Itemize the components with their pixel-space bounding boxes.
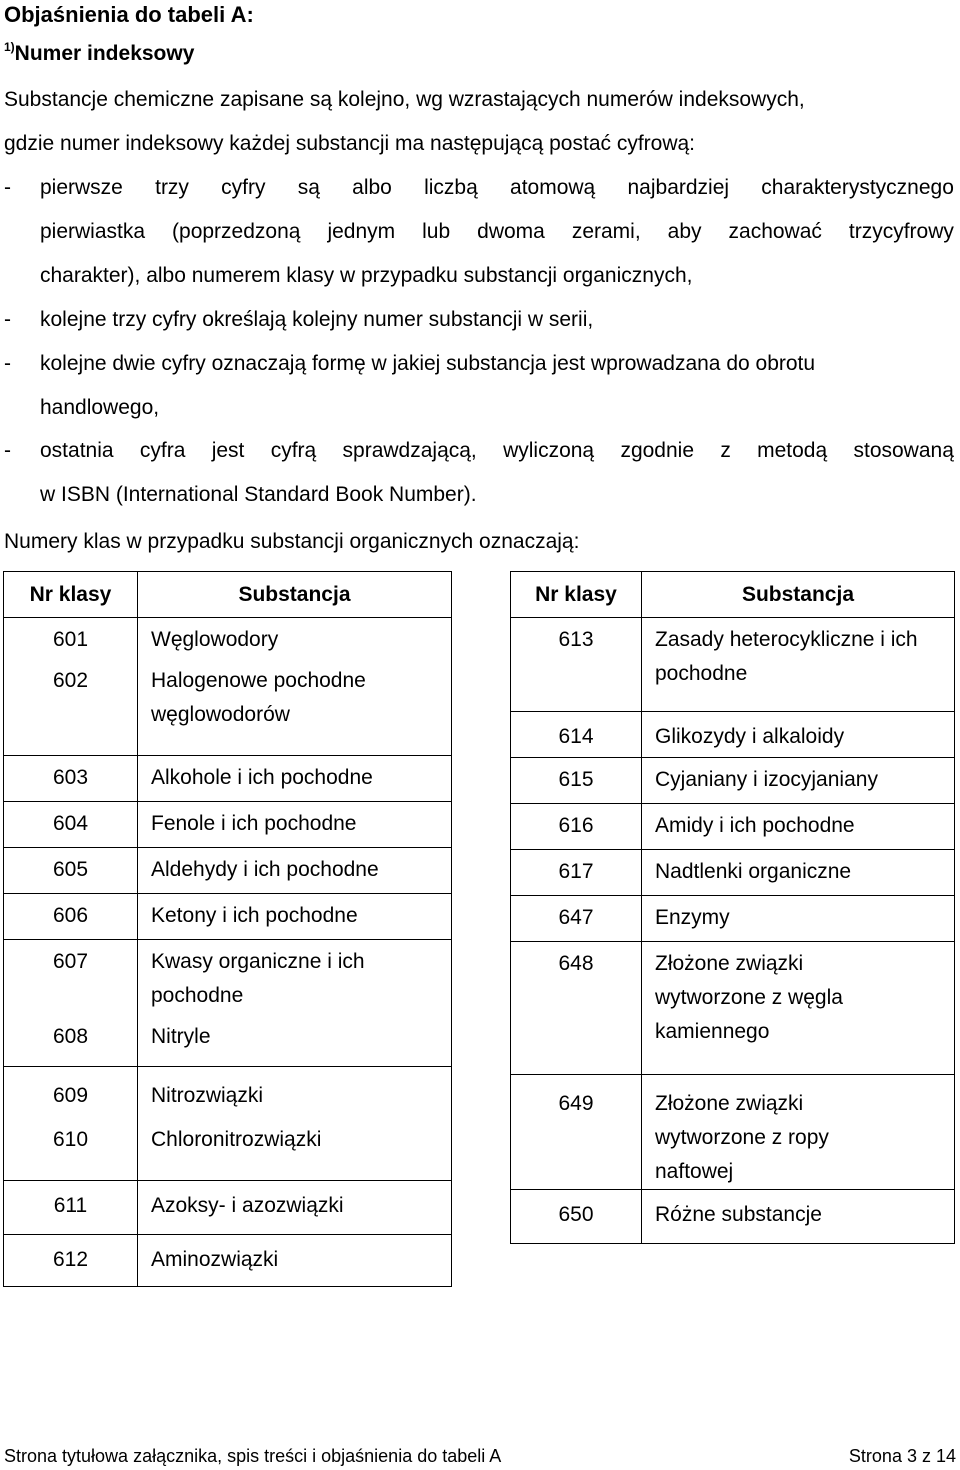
table-row (4, 618, 452, 664)
intro-line-1: Substancje chemiczne zapisane są kolejno, wg wzrastających numerów indeksowych, (4, 88, 805, 111)
left-class-table (3, 571, 452, 1287)
class-name: Fenole i ich pochodne (138, 802, 452, 848)
class-name: Cyjaniany i izocyjaniany (642, 758, 955, 804)
footnote-title-text: Numer indeksowy (14, 42, 195, 65)
class-name: Nitryle (138, 1020, 452, 1067)
word: metodą (757, 439, 828, 462)
word: charakterystycznego (761, 176, 954, 199)
bullet-3-line-1: kolejne dwie cyfry oznaczają formę w jakiej substancja jest wprowadzana do obrotu (40, 352, 816, 375)
word: cyfra (139, 439, 186, 462)
table-row (4, 1235, 452, 1287)
classes-intro: Numery klas w przypadku substancji organicznych oznaczają: (4, 530, 580, 553)
header-substancja: Substancja (642, 572, 955, 618)
class-number: 613 (511, 618, 642, 712)
footnote-marker: 1) (4, 40, 15, 54)
bullet-dash-4: - (4, 439, 11, 462)
table-row (511, 942, 955, 1075)
class-name: Glikozydy i alkaloidy (642, 712, 955, 758)
word: sprawdzającą, (342, 439, 477, 462)
class-number: 610 (4, 1123, 138, 1181)
table-row (4, 1067, 452, 1123)
class-number: 606 (4, 894, 138, 940)
class-name (138, 940, 452, 1020)
bullet-1-line-2 (40, 221, 954, 243)
table-header-row (511, 572, 955, 618)
bullet-dash-1: - (4, 176, 11, 199)
word: aby (667, 220, 702, 243)
class-name: Aldehydy i ich pochodne (138, 848, 452, 894)
class-name: Nadtlenki organiczne (642, 850, 955, 896)
table-row (511, 850, 955, 896)
class-name: Aminozwiązki (138, 1235, 452, 1287)
footer-document-title: Strona tytułowa załącznika, spis treści i objaśnienia do tabeli A (4, 1446, 502, 1466)
word: jest (211, 439, 245, 462)
class-name-text: Złożone związki wytworzone z ropy naftowej (655, 1092, 829, 1183)
table-row (4, 848, 452, 894)
class-name (642, 618, 955, 712)
word: (poprzedzoną (172, 220, 301, 243)
class-name-text: Kwasy organiczne i ich pochodne (151, 950, 365, 1007)
class-name: Alkohole i ich pochodne (138, 756, 452, 802)
word: trzycyfrowy (848, 220, 954, 243)
table-row (511, 804, 955, 850)
class-name: Amidy i ich pochodne (642, 804, 955, 850)
word: cyfrą (270, 439, 317, 462)
word: cyfry (221, 176, 266, 199)
table-header-row (4, 572, 452, 618)
word: trzy (155, 176, 189, 199)
class-name: Węglowodory (138, 618, 452, 664)
class-name (138, 664, 452, 756)
table-row (511, 1075, 955, 1190)
class-number: 602 (4, 664, 138, 756)
page-heading: Objaśnienia do tabeli A: (4, 2, 254, 27)
class-number: 604 (4, 802, 138, 848)
word: pierwsze (40, 176, 123, 199)
word: wyliczoną (503, 439, 595, 462)
bullet-3-line-2: handlowego, (40, 396, 160, 419)
table-row (4, 756, 452, 802)
word: są (297, 176, 320, 199)
word: najbardziej (627, 176, 730, 199)
class-name (642, 942, 955, 1075)
right-class-table (510, 571, 955, 1244)
table-row (4, 940, 452, 1020)
word: lub (422, 220, 451, 243)
header-nr-klasy: Nr klasy (511, 572, 642, 618)
table-row (4, 894, 452, 940)
class-number: 616 (511, 804, 642, 850)
table-row (4, 1181, 452, 1235)
word: dwoma (477, 220, 545, 243)
bullet-4-line-2: w ISBN (International Standard Book Number). (40, 483, 477, 506)
class-name: Chloronitrozwiązki (138, 1123, 452, 1181)
class-number: 647 (511, 896, 642, 942)
bullet-1-line-1 (40, 177, 954, 199)
class-name: Ketony i ich pochodne (138, 894, 452, 940)
class-name: Nitrozwiązki (138, 1067, 452, 1123)
header-substancja: Substancja (138, 572, 452, 618)
class-number: 617 (511, 850, 642, 896)
table-row (4, 1020, 452, 1067)
footer-page-number: Strona 3 z 14 (848, 1446, 956, 1466)
class-number: 603 (4, 756, 138, 802)
class-name-text: Zasady heterocykliczne i ich pochodne (655, 628, 918, 685)
table-row (4, 664, 452, 756)
word: jednym (327, 220, 396, 243)
class-number: 609 (4, 1067, 138, 1123)
bullet-dash-2: - (4, 308, 11, 331)
intro-line-2: gdzie numer indeksowy każdej substancji ma następującą postać cyfrową: (4, 132, 696, 155)
class-number: 608 (4, 1020, 138, 1067)
class-number: 601 (4, 618, 138, 664)
class-number: 605 (4, 848, 138, 894)
class-name-text: Złożone związki wytworzone z węgla kamiennego (655, 952, 843, 1043)
class-number: 611 (4, 1181, 138, 1235)
word: liczbą (424, 176, 478, 199)
word: zachować (728, 220, 822, 243)
class-number: 649 (511, 1075, 642, 1190)
bullet-1-line-3: charakter), albo numerem klasy w przypadku substancji organicznych, (40, 264, 693, 287)
word: atomową (510, 176, 596, 199)
header-nr-klasy: Nr klasy (4, 572, 138, 618)
class-number: 648 (511, 942, 642, 1075)
class-number: 650 (511, 1190, 642, 1244)
word: z (720, 439, 731, 462)
class-name: Azoksy- i azozwiązki (138, 1181, 452, 1235)
class-name (642, 1075, 955, 1190)
class-number: 615 (511, 758, 642, 804)
class-number: 607 (4, 940, 138, 1020)
footnote-title (4, 42, 194, 66)
table-row (511, 1190, 955, 1244)
table-row (511, 896, 955, 942)
table-row (4, 1123, 452, 1181)
table-row (511, 758, 955, 804)
bullet-2: kolejne trzy cyfry określają kolejny numer substancji w serii, (40, 308, 594, 331)
word: ostatnia (40, 439, 114, 462)
class-name: Różne substancje (642, 1190, 955, 1244)
table-row (4, 802, 452, 848)
word: zgodnie (620, 439, 694, 462)
word: albo (352, 176, 392, 199)
word: zerami, (571, 220, 641, 243)
class-name-text: Halogenowe pochodne węglowodorów (151, 668, 366, 726)
table-row (511, 618, 955, 712)
class-number: 612 (4, 1235, 138, 1287)
bullet-4-line-1 (40, 440, 954, 462)
word: stosowaną (853, 439, 954, 462)
bullet-dash-3: - (4, 352, 11, 375)
class-name: Enzymy (642, 896, 955, 942)
class-number: 614 (511, 712, 642, 758)
table-row (511, 712, 955, 758)
word: pierwiastka (40, 220, 146, 243)
